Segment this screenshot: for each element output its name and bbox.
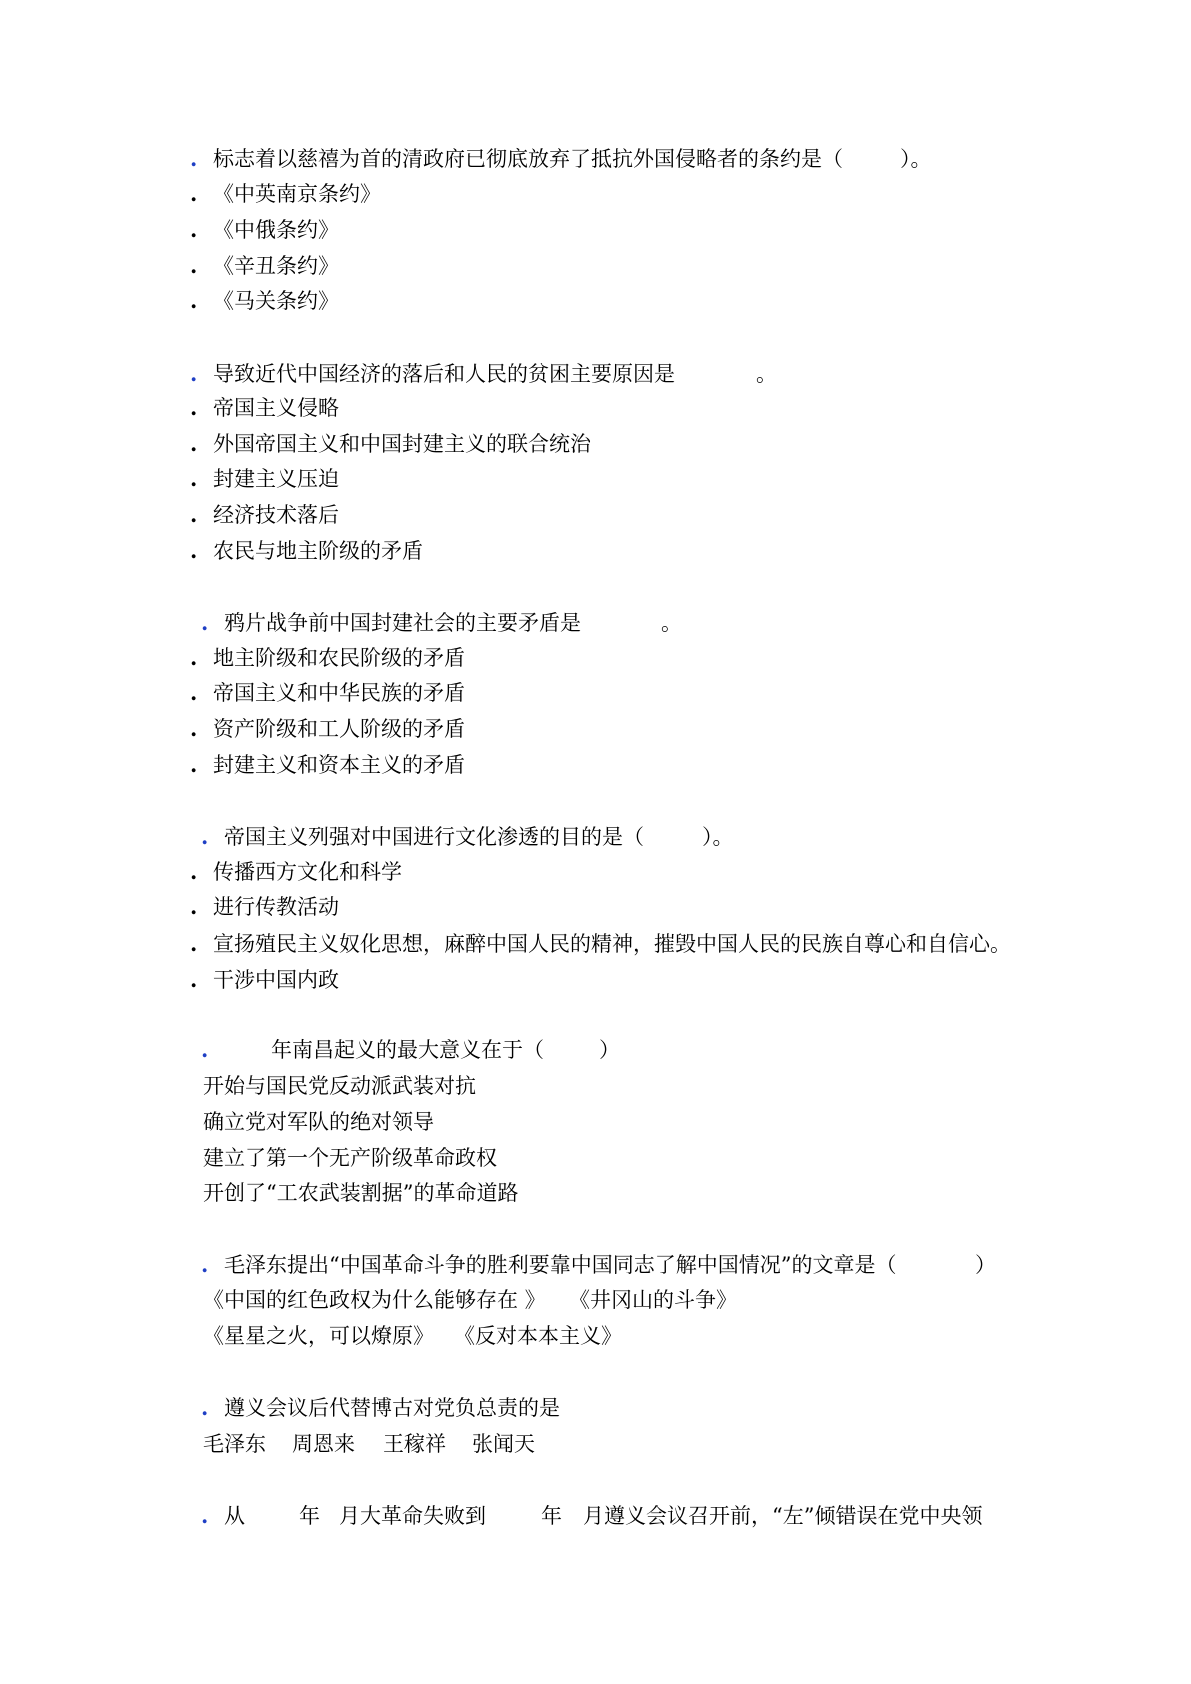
question-2-marker: . [190,361,198,386]
question-5-option-d: 开创了“工农武装割据”的革命道路 [203,1181,519,1205]
question-2-option-b: 外国帝国主义和中国封建主义的联合统治 [213,432,591,456]
option-marker: . [190,752,198,777]
question-4-option-b: 进行传教活动 [213,895,339,919]
option-marker: . [190,466,198,491]
question-1-stem-end: ）。 [900,147,932,171]
option-marker: . [190,217,198,242]
question-3-stem: 鸦片战争前中国封建社会的主要矛盾是 [224,611,581,635]
question-6-stem: 毛泽东提出“中国革命斗争的胜利要靠中国同志了解中国情况”的文章是（ [224,1253,897,1277]
question-2-stem-end: 。 [756,362,777,386]
question-4-option-a: 传播西方文化和科学 [213,860,402,884]
question-5-option-a: 开始与国民党反动派武装对抗 [203,1074,476,1098]
question-6-option-a: 《中国的红色政权为什么能够存在 》 [203,1288,546,1312]
question-3-stem-end: 。 [661,611,682,635]
option-marker: . [190,931,198,956]
question-1-option-b: 《中俄条约》 [213,218,339,242]
question-7-option-a: 毛泽东 [203,1432,266,1456]
option-marker: . [190,967,198,992]
option-marker: . [190,680,198,705]
question-8-segment: 月大革命失败到 [339,1504,486,1528]
question-1-option-c: 《辛丑条约》 [213,254,339,278]
question-5-stem-end: ） [599,1038,620,1062]
question-5-stem: 年南昌起义的最大意义在于（ [271,1038,544,1062]
question-2-option-a: 帝国主义侵略 [213,396,339,420]
question-2-stem: 导致近代中国经济的落后和人民的贫困主要原因是 [213,362,675,386]
question-4-option-d: 干涉中国内政 [213,968,339,992]
option-marker: . [190,859,198,884]
question-2-option-c: 封建主义压迫 [213,467,339,491]
option-marker: . [190,716,198,741]
question-6-option-c: 《星星之火，可以燎原》 [203,1324,434,1348]
question-8-marker: . [201,1503,209,1528]
question-7-option-c: 王稼祥 [383,1432,446,1456]
question-8-segment: 月遵义会议召开前，“左”倾错误在党中央领 [583,1504,983,1528]
question-6-marker: . [201,1252,209,1277]
question-8-segment: 从 [224,1504,245,1528]
option-marker: . [190,253,198,278]
question-1-stem: 标志着以慈禧为首的清政府已彻底放弃了抵抗外国侵略者的条约是（ [213,147,843,171]
option-marker: . [190,181,198,206]
question-8-segment: 年 [541,1504,562,1528]
question-5-option-c: 建立了第一个无产阶级革命政权 [203,1146,497,1170]
question-5-option-b: 确立党对军队的绝对领导 [203,1110,434,1134]
question-3-option-a: 地主阶级和农民阶级的矛盾 [213,646,465,670]
question-7-option-b: 周恩来 [292,1432,355,1456]
question-7-stem: 遵义会议后代替博古对党负总责的是 [224,1396,560,1420]
question-5-marker: . [201,1037,209,1062]
option-marker: . [190,288,198,313]
question-8-segment: 年 [299,1504,320,1528]
option-marker: . [190,645,198,670]
question-7-option-d: 张闻天 [472,1432,535,1456]
question-2-option-e: 农民与地主阶级的矛盾 [213,539,423,563]
option-marker: . [190,502,198,527]
question-2-option-d: 经济技术落后 [213,503,339,527]
option-marker: . [190,894,198,919]
question-3-option-b: 帝国主义和中华民族的矛盾 [213,681,465,705]
question-1-option-a: 《中英南京条约》 [213,182,381,206]
option-marker: . [190,538,198,563]
question-4-stem: 帝国主义列强对中国进行文化渗透的目的是（ [224,825,644,849]
question-6-option-d: 《反对本本主义》 [454,1324,622,1348]
question-3-option-d: 封建主义和资本主义的矛盾 [213,753,465,777]
question-7-marker: . [201,1395,209,1420]
question-1-option-d: 《马关条约》 [213,289,339,313]
question-3-marker: . [201,610,209,635]
question-4-marker: . [201,824,209,849]
question-4-stem-end: ）。 [702,825,734,849]
option-marker: . [190,395,198,420]
option-marker: . [190,431,198,456]
question-6-stem-end: ） [975,1253,996,1277]
question-6-option-b: 《井冈山的斗争》 [569,1288,737,1312]
question-1-marker: . [190,146,198,171]
question-4-option-c: 宣扬殖民主义奴化思想，麻醉中国人民的精神，摧毁中国人民的民族自尊心和自信心。 [213,932,1011,956]
question-3-option-c: 资产阶级和工人阶级的矛盾 [213,717,465,741]
